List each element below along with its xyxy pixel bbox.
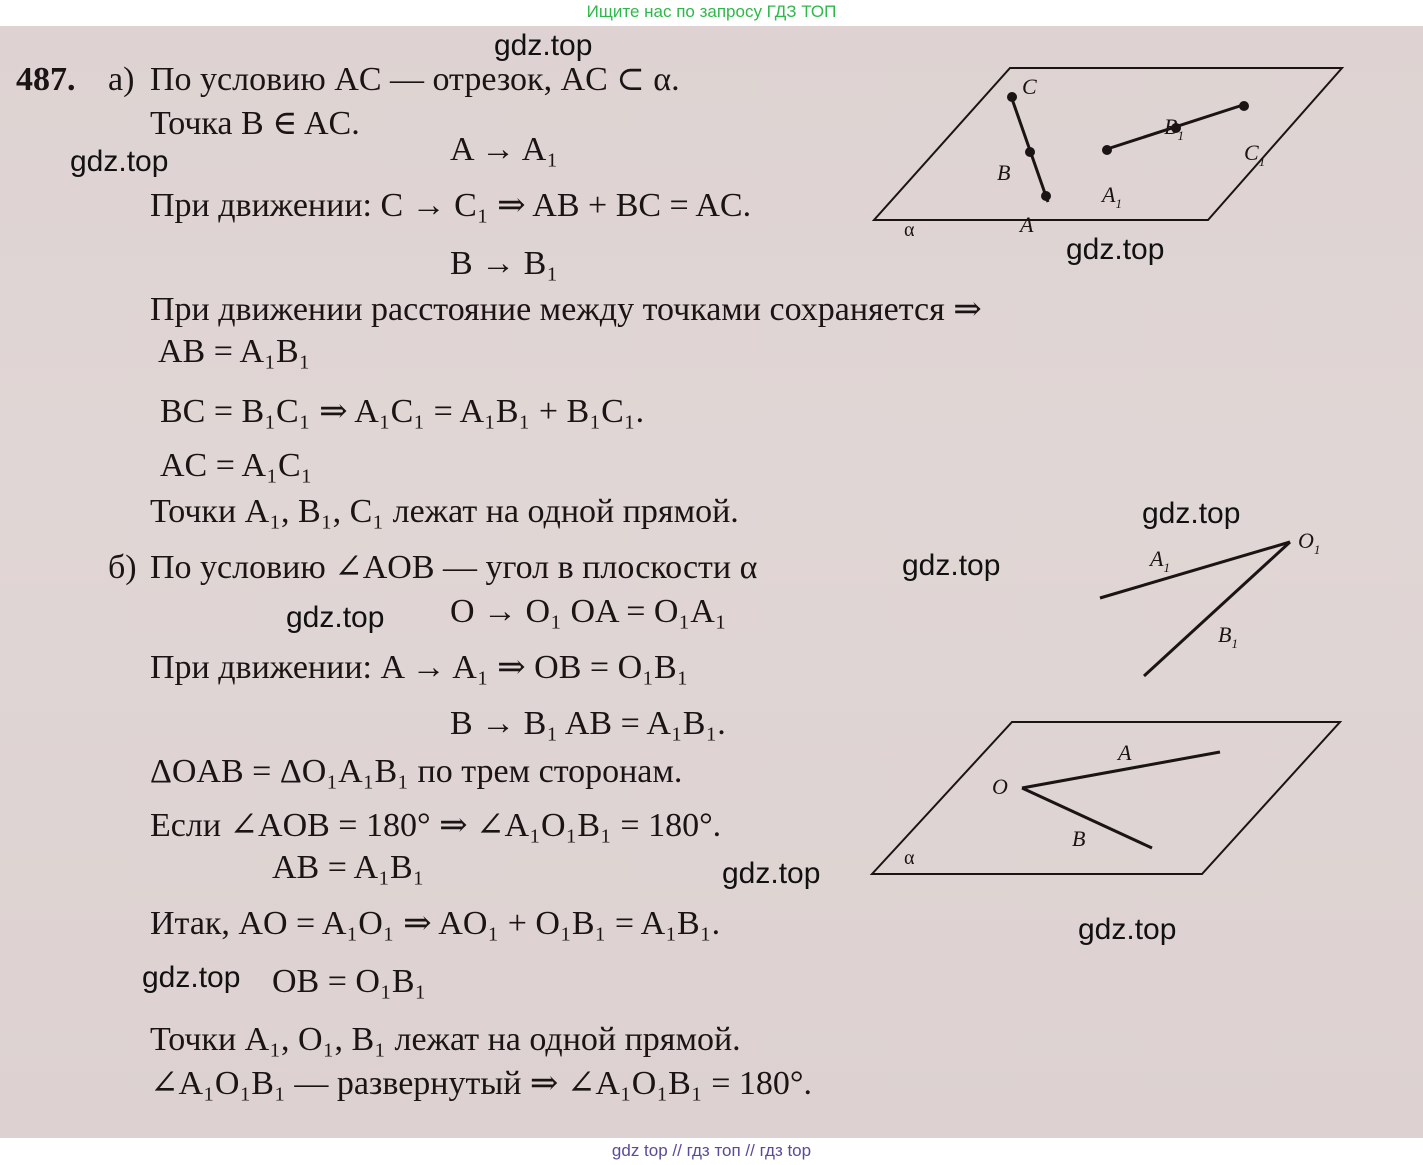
- textbook-page: [0, 26, 1423, 1138]
- part-b-line-11: ∠A₁O₁B₁ — развернутый ⇒ ∠A₁O₁B₁ = 180°.: [150, 1065, 812, 1102]
- watermark: gdz.top: [1066, 233, 1165, 266]
- label-alpha-3: α: [904, 847, 915, 869]
- part-a-line-7: AB = A₁B₁: [158, 333, 311, 370]
- problem-number: 487.: [16, 61, 76, 98]
- point-b: [1025, 147, 1035, 157]
- label-a1-fig2: $A_1$: [1150, 546, 1170, 575]
- part-a-line-3: A → A₁: [450, 131, 559, 168]
- part-b-line-9: OB = O₁B₁: [272, 963, 427, 1000]
- part-a-line-2: Точка B ∈ AC.: [150, 105, 360, 142]
- label-b1: $B_1$: [1164, 114, 1184, 143]
- label-c1: $C_1$: [1244, 140, 1266, 169]
- label-o1: $O_1$: [1298, 528, 1321, 557]
- part-a-line-4: При движении: C → C₁ ⇒ AB + BC = AC.: [150, 187, 752, 224]
- label-b: B: [997, 160, 1011, 185]
- watermark: gdz.top: [70, 145, 169, 178]
- watermark: gdz.top: [142, 961, 241, 994]
- watermark: gdz.top: [1078, 913, 1177, 946]
- part-b-line-8: Итак, AO = A₁O₁ ⇒ AO₁ + O₁B₁ = A₁B₁.: [150, 905, 721, 942]
- watermark: gdz.top: [286, 601, 385, 634]
- label-o: O: [992, 774, 1008, 799]
- part-b-line-7: AB = A₁B₁: [272, 849, 425, 886]
- plane-alpha-3: [872, 722, 1340, 874]
- part-a-label: а): [108, 61, 135, 98]
- figure-3-angle-aob: [866, 716, 1346, 886]
- top-banner: Ищите нас по запросу ГДЗ ТОП: [0, 0, 1423, 26]
- figure-2-angle-o1: [1090, 526, 1340, 686]
- part-b-line-3: При движении: A → A₁ ⇒ OB = O₁B₁: [150, 649, 689, 686]
- label-alpha-1: α: [904, 219, 915, 241]
- part-b-line-6: Если ∠AOB = 180° ⇒ ∠A₁O₁B₁ = 180°.: [150, 807, 722, 844]
- watermark: gdz.top: [494, 29, 593, 62]
- watermark: gdz.top: [722, 857, 821, 890]
- part-b-line-2: O → O₁ OA = O₁A₁: [450, 593, 727, 630]
- label-a1: $A_1$: [1102, 182, 1122, 211]
- bottom-banner: gdz top // гдз топ // гдз top: [0, 1138, 1423, 1165]
- part-b-line-1: По условию ∠AOB — угол в плоскости α: [150, 549, 758, 586]
- part-a-line-6: При движении расстояние между точками сохраняется ⇒: [150, 291, 982, 328]
- label-c: C: [1022, 74, 1037, 99]
- watermark: gdz.top: [902, 549, 1001, 582]
- ray-ob: [1022, 788, 1152, 848]
- part-b-label: б): [108, 549, 137, 586]
- part-b-line-5: ΔOAB = ΔO₁A₁B₁ по трем сторонам.: [150, 753, 683, 790]
- point-c: [1007, 92, 1017, 102]
- part-a-line-8: BC = B₁C₁ ⇒ A₁C₁ = A₁B₁ + B₁C₁.: [160, 393, 645, 430]
- part-a-line-9: AC = A₁C₁: [160, 447, 313, 484]
- point-a: [1041, 191, 1051, 201]
- part-a-line-5: B → B₁: [450, 245, 559, 282]
- point-c1: [1239, 101, 1249, 111]
- part-b-line-10: Точки A₁, O₁, B₁ лежат на одной прямой.: [150, 1021, 741, 1058]
- part-a-line-1: По условию AC — отрезок, AC ⊂ α.: [150, 61, 680, 98]
- part-b-line-4: B → B₁ AB = A₁B₁.: [450, 705, 726, 742]
- label-a-fig3: A: [1118, 740, 1132, 765]
- figure-1-plane-segments: [870, 62, 1350, 241]
- label-b-fig3: B: [1072, 826, 1086, 851]
- point-a1: [1102, 145, 1112, 155]
- watermark: gdz.top: [1142, 497, 1241, 530]
- part-a-line-10: Точки A₁, B₁, C₁ лежат на одной прямой.: [150, 493, 739, 530]
- label-b1-fig2: $B_1$: [1218, 622, 1238, 651]
- label-a: A: [1020, 212, 1034, 237]
